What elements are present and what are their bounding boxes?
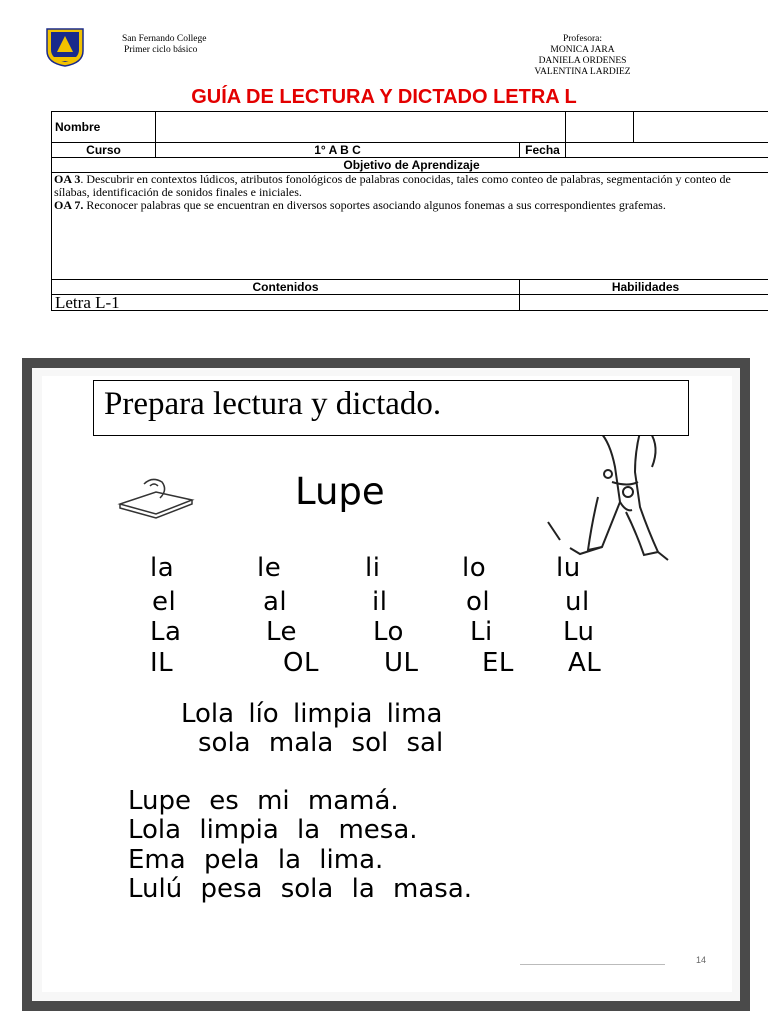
syllable-row [0,587,768,621]
syllable: ol [466,587,491,617]
syllable: il [372,587,388,617]
oa3-text: . Descubrir en contextos lúdicos, atributos fonológicos de palabras conocidas, tales como conteo de palabras, segmentación y conteo de sílabas, identificación de sonidos finales e iniciales. [54,172,731,199]
instruction-text: Prepara lectura y dictado. [104,386,442,422]
syllable-row [0,617,768,651]
syllable: el [152,587,177,617]
blank-cell [566,112,634,143]
sentence: Lola limpia la mesa. [128,815,418,845]
syllable: Li [470,617,493,647]
fecha-field[interactable] [566,143,768,158]
info-table [51,111,768,311]
nombre-label: Nombre [52,112,156,143]
teacher-name: DANIELA ORDENES [538,56,627,66]
contenidos-label: Contenidos [52,280,520,295]
school-name: San Fernando College [122,34,207,44]
word-line: Lola lío limpia lima [181,699,443,729]
syllable: li [365,553,381,583]
syllable: la [150,553,175,583]
book-icon [116,472,196,522]
school-cycle: Primer ciclo básico [124,45,198,55]
syllable: lu [556,553,581,583]
syllable: AL [568,648,602,678]
oa3-code: OA 3 [54,172,81,186]
teacher-info [500,34,665,78]
teacher-label: Profesora: [562,34,603,44]
teacher-name: MONICA JARA [550,45,615,55]
syllable: OL [283,648,319,678]
syllable: La [150,617,182,647]
habilidades-label: Habilidades [520,280,768,295]
syllable: IL [150,648,174,678]
nombre-field[interactable] [156,112,566,143]
syllable: ul [565,587,590,617]
word-title: Lupe [295,470,385,513]
teacher-name: VALENTINA LARDIEZ [534,67,631,77]
syllable: al [263,587,288,617]
blank-cell [634,112,768,143]
school-crest-logo [44,27,86,67]
syllable-row [0,648,768,682]
oa7-code: OA 7. [54,198,84,212]
curso-label: Curso [52,143,156,158]
school-info [122,34,206,56]
syllable: EL [482,648,514,678]
objectives-text [52,173,768,280]
fecha-label: Fecha [520,143,566,158]
sentence: Lupe es mi mamá. [128,786,399,816]
syllable: lo [462,553,487,583]
syllable: Le [266,617,298,647]
oa7-text: Reconocer palabras que se encuentran en diversos soportes asociando algunos fonemas a sus correspondientes grafemas. [83,198,666,212]
curso-value: 1° A B C [156,143,520,158]
objetivo-label: Objetivo de Aprendizaje [52,158,768,173]
page-number: 14 [696,955,707,965]
syllable: Lu [563,617,595,647]
contenido-value: Letra L-1 [52,295,520,311]
syllable: Lo [373,617,404,647]
footer-line [520,964,665,965]
page-title: GUÍA DE LECTURA Y DICTADO LETRA L [191,86,577,108]
syllable-row [0,553,768,587]
sentence: Lulú pesa sola la masa. [128,874,473,904]
word-line: sola mala sol sal [198,728,444,758]
sentence: Ema pela la lima. [128,845,384,875]
habilidades-field [520,295,768,311]
syllable: UL [384,648,419,678]
syllable: le [257,553,282,583]
